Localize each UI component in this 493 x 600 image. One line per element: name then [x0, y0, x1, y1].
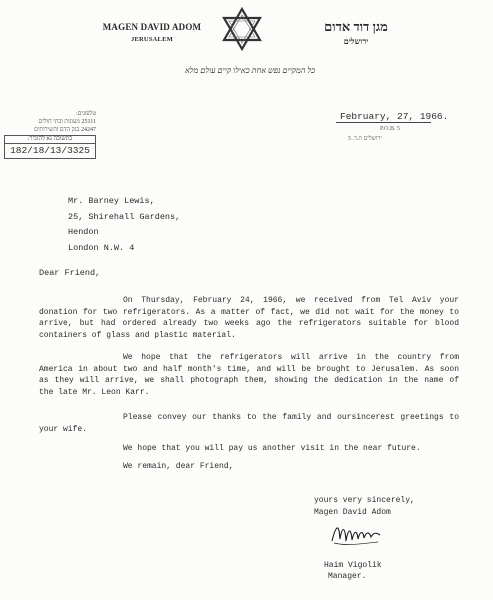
- po-box: P.O.B. 5: [380, 126, 401, 132]
- city-en: JERUSALEM: [131, 36, 173, 43]
- signer-block: [324, 561, 382, 582]
- reference-label: בתשובה נא להזכיר:: [5, 136, 95, 144]
- letterhead-english: [96, 22, 208, 43]
- org-name-en: MAGEN DAVID ADOM: [102, 22, 202, 32]
- closing-org: Magen David Adom: [314, 507, 391, 517]
- recipient-line: London N.W. 4: [68, 242, 135, 253]
- recipient-line: Mr. Barney Lewis,: [68, 196, 155, 206]
- body-paragraph: We hope that the refrigerators will arrive in the country from America in about two and half month's time, and will be brought to Jerusalem. As soon as they will arrive, we shall photograph them, showing the dedication in the name of the late Mr. Leon Karr.: [39, 353, 459, 397]
- body-paragraph: On Thursday, February 24, 1966, we received from Tel Aviv your donation for two refrigerators. As a matter of fact, we did not wait for the money to arrive, but had ordered already two weeks ago the refrigerators suitable for blood containers of glass and plastic material.: [39, 296, 459, 340]
- signer-name: Haim Vigolik: [324, 561, 382, 570]
- date-hebrew-label: ירושלים ת.ד. 5: [348, 136, 382, 142]
- star-of-david-icon: [221, 7, 263, 51]
- salutation: Dear Friend,: [39, 268, 101, 278]
- body-paragraph: Please convey our thanks to the family and oursincerest greetings to your wife.: [39, 413, 459, 434]
- letterhead-verse: כל המקיים נפש אחת כאילו קיים עולם מלא: [184, 66, 316, 75]
- city-he: ירושלים: [343, 37, 369, 46]
- closing-line: yours very sincerely,: [314, 496, 415, 505]
- body-paragraph: We remain, dear Friend,: [123, 462, 234, 471]
- phone-info-line: 25111 מעונות ובתי חולים: [38, 119, 96, 125]
- date-underline: [336, 122, 431, 123]
- letterhead-hebrew: [296, 19, 416, 46]
- signer-title: Manager.: [328, 571, 367, 581]
- recipient-address: [68, 194, 180, 256]
- phone-info-line: טלפונים:: [75, 111, 96, 117]
- reference-box: [4, 135, 96, 159]
- phone-info-line: 24247 בנק הדם והשירותים: [34, 127, 96, 133]
- phone-info: [4, 110, 96, 134]
- org-name-he: מגן דוד אדום: [324, 19, 388, 34]
- recipient-line: Hendon: [68, 227, 99, 238]
- letter-date: February, 27, 1966.: [340, 111, 449, 122]
- closing: [314, 495, 415, 518]
- body-paragraph: We hope that you will pay us another visit in the near future.: [123, 444, 421, 453]
- handwritten-signature: [330, 519, 382, 549]
- reference-number: 182/18/13/3325: [10, 145, 90, 156]
- recipient-line: 25, Shirehall Gardens,: [68, 211, 181, 222]
